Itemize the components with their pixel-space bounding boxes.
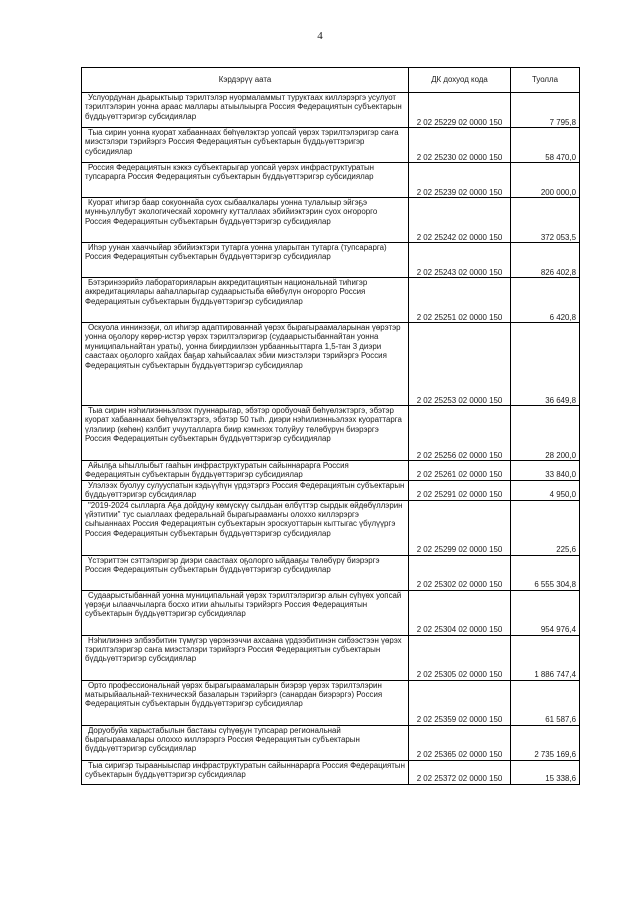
row-amount: 15 338,6 [511,760,580,784]
row-income-code: 2 02 25243 02 0000 150 [409,243,511,278]
row-income-code: 2 02 25302 02 0000 150 [409,555,511,590]
table-row [82,590,580,635]
table-row [82,555,580,590]
row-amount: 6 420,8 [511,278,580,323]
row-amount: 58 470,0 [511,128,580,163]
table-row [82,480,580,500]
table-row [82,680,580,725]
row-income-code: 2 02 25359 02 0000 150 [409,680,511,725]
page-number: 4 [317,30,323,42]
row-description [82,323,409,406]
row-description-text: Улэлээх буолуу сулууспатын кэдьүүһүн үрдэтэргэ Россия Федерациятын субъектарын бүддьүөттэригэр субсидиялар [85,480,405,500]
row-description-text: Тыа сирин уонна куорат хабааннаах бөһүөлэктэр уопсай үөрэх тэрилтэлэригэр саҥа миэстэлэри тэрийэргэ Россия Федерациятын субъектарын бүддьүөттэригэр субсидиялар [85,128,399,156]
row-amount: 36 649,8 [511,323,580,406]
row-income-code: 2 02 25239 02 0000 150 [409,163,511,198]
row-description-text: Доруобуйа харыстабылын бастакы сүһүөҕүн тупсарар региональнай бырагыраамалары олоххо киллэрэргэ Россия Федерациятын субъектарын бүддьүөттэригэр субсидиялар [85,725,360,754]
table-row [82,635,580,680]
row-description [82,590,409,635]
table-row [82,760,580,784]
table-row [82,128,580,163]
row-amount: 200 000,0 [511,163,580,198]
row-description-text: Оскуола иннинээҕи, ол иһигэр адаптированнай үөрэх бырагыраамаларынан үөрэтэр уонна оҕолору көрөр-истэр үөрэх тэрилтэлэригэр (судаарыстыбаннайтан уонна муниципальнайтан ураты), уонна биирдиилээн урбаанньыттарга 1,5-тан 3 диэри саастаах оҕолорго хайдах баҕар хаһыйсаалах эбии миэстэлэри тэрийэргэ Россия Федерациятын субъектарын бүддьүөттэригэр субсидиялар [85,323,401,370]
table-row [82,461,580,481]
row-description [82,128,409,163]
header-name: Кэрдэрүү аата [82,68,409,93]
row-income-code: 2 02 25299 02 0000 150 [409,500,511,555]
row-description-text: Иһэр уунан хааччыйар эбийиэктэри тутарга уонна уларытан тутарга (тупсарарга) Россия Федерациятын субъектарын бүддьүөттэригэр субсидиялар [85,243,387,262]
table-row [82,323,580,406]
row-amount: 61 587,6 [511,680,580,725]
row-description [82,198,409,243]
row-description-text: Нэһилиэннэ элбээбитин түмүгэр үөрэнээччи ахсаана үрдээбитинэн сибээстээн үөрэх тэрилтэлэригэр саҥа миэстэлэри тэрийэргэ Россия Федерациятын субъектарын бүддьүөттэригэр субсидиялар [85,635,402,664]
row-description-text: Услуордунан дьарыктыыр тэрилтэлэр нуормаламмыт туруктаах киллэрэргэ усулуот тэрилтэлэрин уонна араас маллары атыылыырга Россия Федерациятын субъектарын бүддьүөттэригэр субсидиялар [85,93,402,121]
row-income-code: 2 02 25256 02 0000 150 [409,406,511,461]
row-description-text: Тыа сирин нэһилиэнньэлээх пууннарыгар, эбэтэр оробуочай бөһүөлэктэргэ, эбэтэр куорат хабааннаах бөһүөлэктэргэ, эбэтэр 50 тыһ. диэри нэһилиэнньэлээх куораттарга үлэлиир (көһөн) кэлбит учууталларга биир кэмнээх толуйуу төлөбүрүн биэрэргэ Россия Федерациятын субъектарын бүддьүөттэригэр субсидиялар [85,406,402,444]
table-row [82,198,580,243]
row-description [82,635,409,680]
row-income-code: 2 02 25251 02 0000 150 [409,278,511,323]
row-amount: 2 735 169,6 [511,725,580,760]
row-description [82,461,409,481]
row-description [82,243,409,278]
table-row [82,93,580,128]
table-body [82,93,580,785]
budget-table [81,67,580,785]
row-description [82,680,409,725]
header-amount: Туолла [511,68,580,93]
row-description [82,760,409,784]
row-amount: 225,6 [511,500,580,555]
row-description [82,725,409,760]
row-description-text: Бэтэринээрийэ лабораторияларын аккредитациятын национальнай тиһигэр аккредитациялары ааһалларыгар судаарыстыба өйөбүлүн оҥорорго Россия Федерациятын субъектарын бүддьүөттэригэр субсидиялар [85,278,368,306]
row-description [82,278,409,323]
table-row [82,406,580,461]
row-income-code: 2 02 25261 02 0000 150 [409,461,511,481]
row-income-code: 2 02 25229 02 0000 150 [409,93,511,128]
row-income-code: 2 02 25230 02 0000 150 [409,128,511,163]
row-income-code: 2 02 25372 02 0000 150 [409,760,511,784]
row-description [82,555,409,590]
row-amount: 826 402,8 [511,243,580,278]
row-income-code: 2 02 25365 02 0000 150 [409,725,511,760]
row-amount: 1 886 747,4 [511,635,580,680]
row-description [82,480,409,500]
row-description-text: Тыа сиригэр тырааныыспар инфраструктуратын сайыннарарга Россия Федерациятын субъектарын бүддьүөттэригэр субсидиялар [85,760,405,780]
header-code: ДК дохуод кода [409,68,511,93]
row-description-text: Куорат иһигэр баар сокуоннайа суох сыбаалкалары уонна тулалыыр эйгэҕэ мунньуллубут экологическай хоромнгу кутталлаах эбийиэктэрин суох оҥорорго Россия Федерациятын субъектарын бүддьүөттэригэр субсидиялар [85,198,378,226]
row-income-code: 2 02 25304 02 0000 150 [409,590,511,635]
row-income-code: 2 02 25291 02 0000 150 [409,480,511,500]
row-amount: 6 555 304,8 [511,555,580,590]
row-description-text: Айылҕа ыһыллыбыт гааһын инфраструктуратын сайыннарарга Россия Федерациятын субъектарын бүддьүөттэригэр субсидиялар [85,461,349,480]
row-amount: 954 976,4 [511,590,580,635]
row-description [82,406,409,461]
table-row [82,163,580,198]
row-amount: 7 795,8 [511,93,580,128]
row-amount: 4 950,0 [511,480,580,500]
row-income-code: 2 02 25305 02 0000 150 [409,635,511,680]
row-description-text: "2019-2024 сылларга Аҕа дойдуну көмүскүү сылдьан өлбүттэр сырдык өйдөбүллэрин үйэтитии" тус сыаллаах федеральнай бырагыраамаҥы олоххо киллэрэргэ сыһыаннаах Россия Федерациятын субъектарын эроскуоттарын кыттыгас үбүлүүргэ Россия Федерациятын субъектарын бүддьүөттэригэр субсидиялар [85,500,403,538]
row-income-code: 2 02 25242 02 0000 150 [409,198,511,243]
table-row [82,500,580,555]
row-income-code: 2 02 25253 02 0000 150 [409,323,511,406]
table-row [82,278,580,323]
table-row [82,725,580,760]
row-description [82,93,409,128]
row-description-text: Үстэриттэн сэттэлэригэр диэри саастаах оҕолорго ыйдааҕы төлөбүрү биэрэргэ Россия Федерациятын субъектарын бүддьүөттэригэр субсидиялар [85,555,380,575]
row-description-text: Россия Федерациятын кэккэ субъектарыгар уопсай үөрэх инфраструктуратын тупсарарга Россия Федерациятын субъектарын бүддьүөттэригэр субсидиялар [85,163,375,182]
table-header-row [82,68,580,93]
row-description-text: Орто профессиональнай үөрэх бырагыраамаларын биэрэр үөрэх тэрилтэлэрин матырыйаальнай-техническэй базаларын тэрийэргэ (санардан биэрэргэ) Россия Федерациятын субъектарын бүддьүөттэригэр субсидиялар [85,680,383,709]
row-amount: 372 053,5 [511,198,580,243]
row-description-text: Судаарыстыбаннай уонна муниципальнай үөрэх тэрилтэлэригэр алын сүһүөх уопсай үөрэҕи ылааччыларга босхо итии аһылыгы тэрийэргэ Россия Федерациятын субъектарын бүддьүөттэригэр субсидиялар [85,590,402,619]
row-description [82,500,409,555]
table-row [82,243,580,278]
row-amount: 33 840,0 [511,461,580,481]
row-amount: 28 200,0 [511,406,580,461]
row-description [82,163,409,198]
